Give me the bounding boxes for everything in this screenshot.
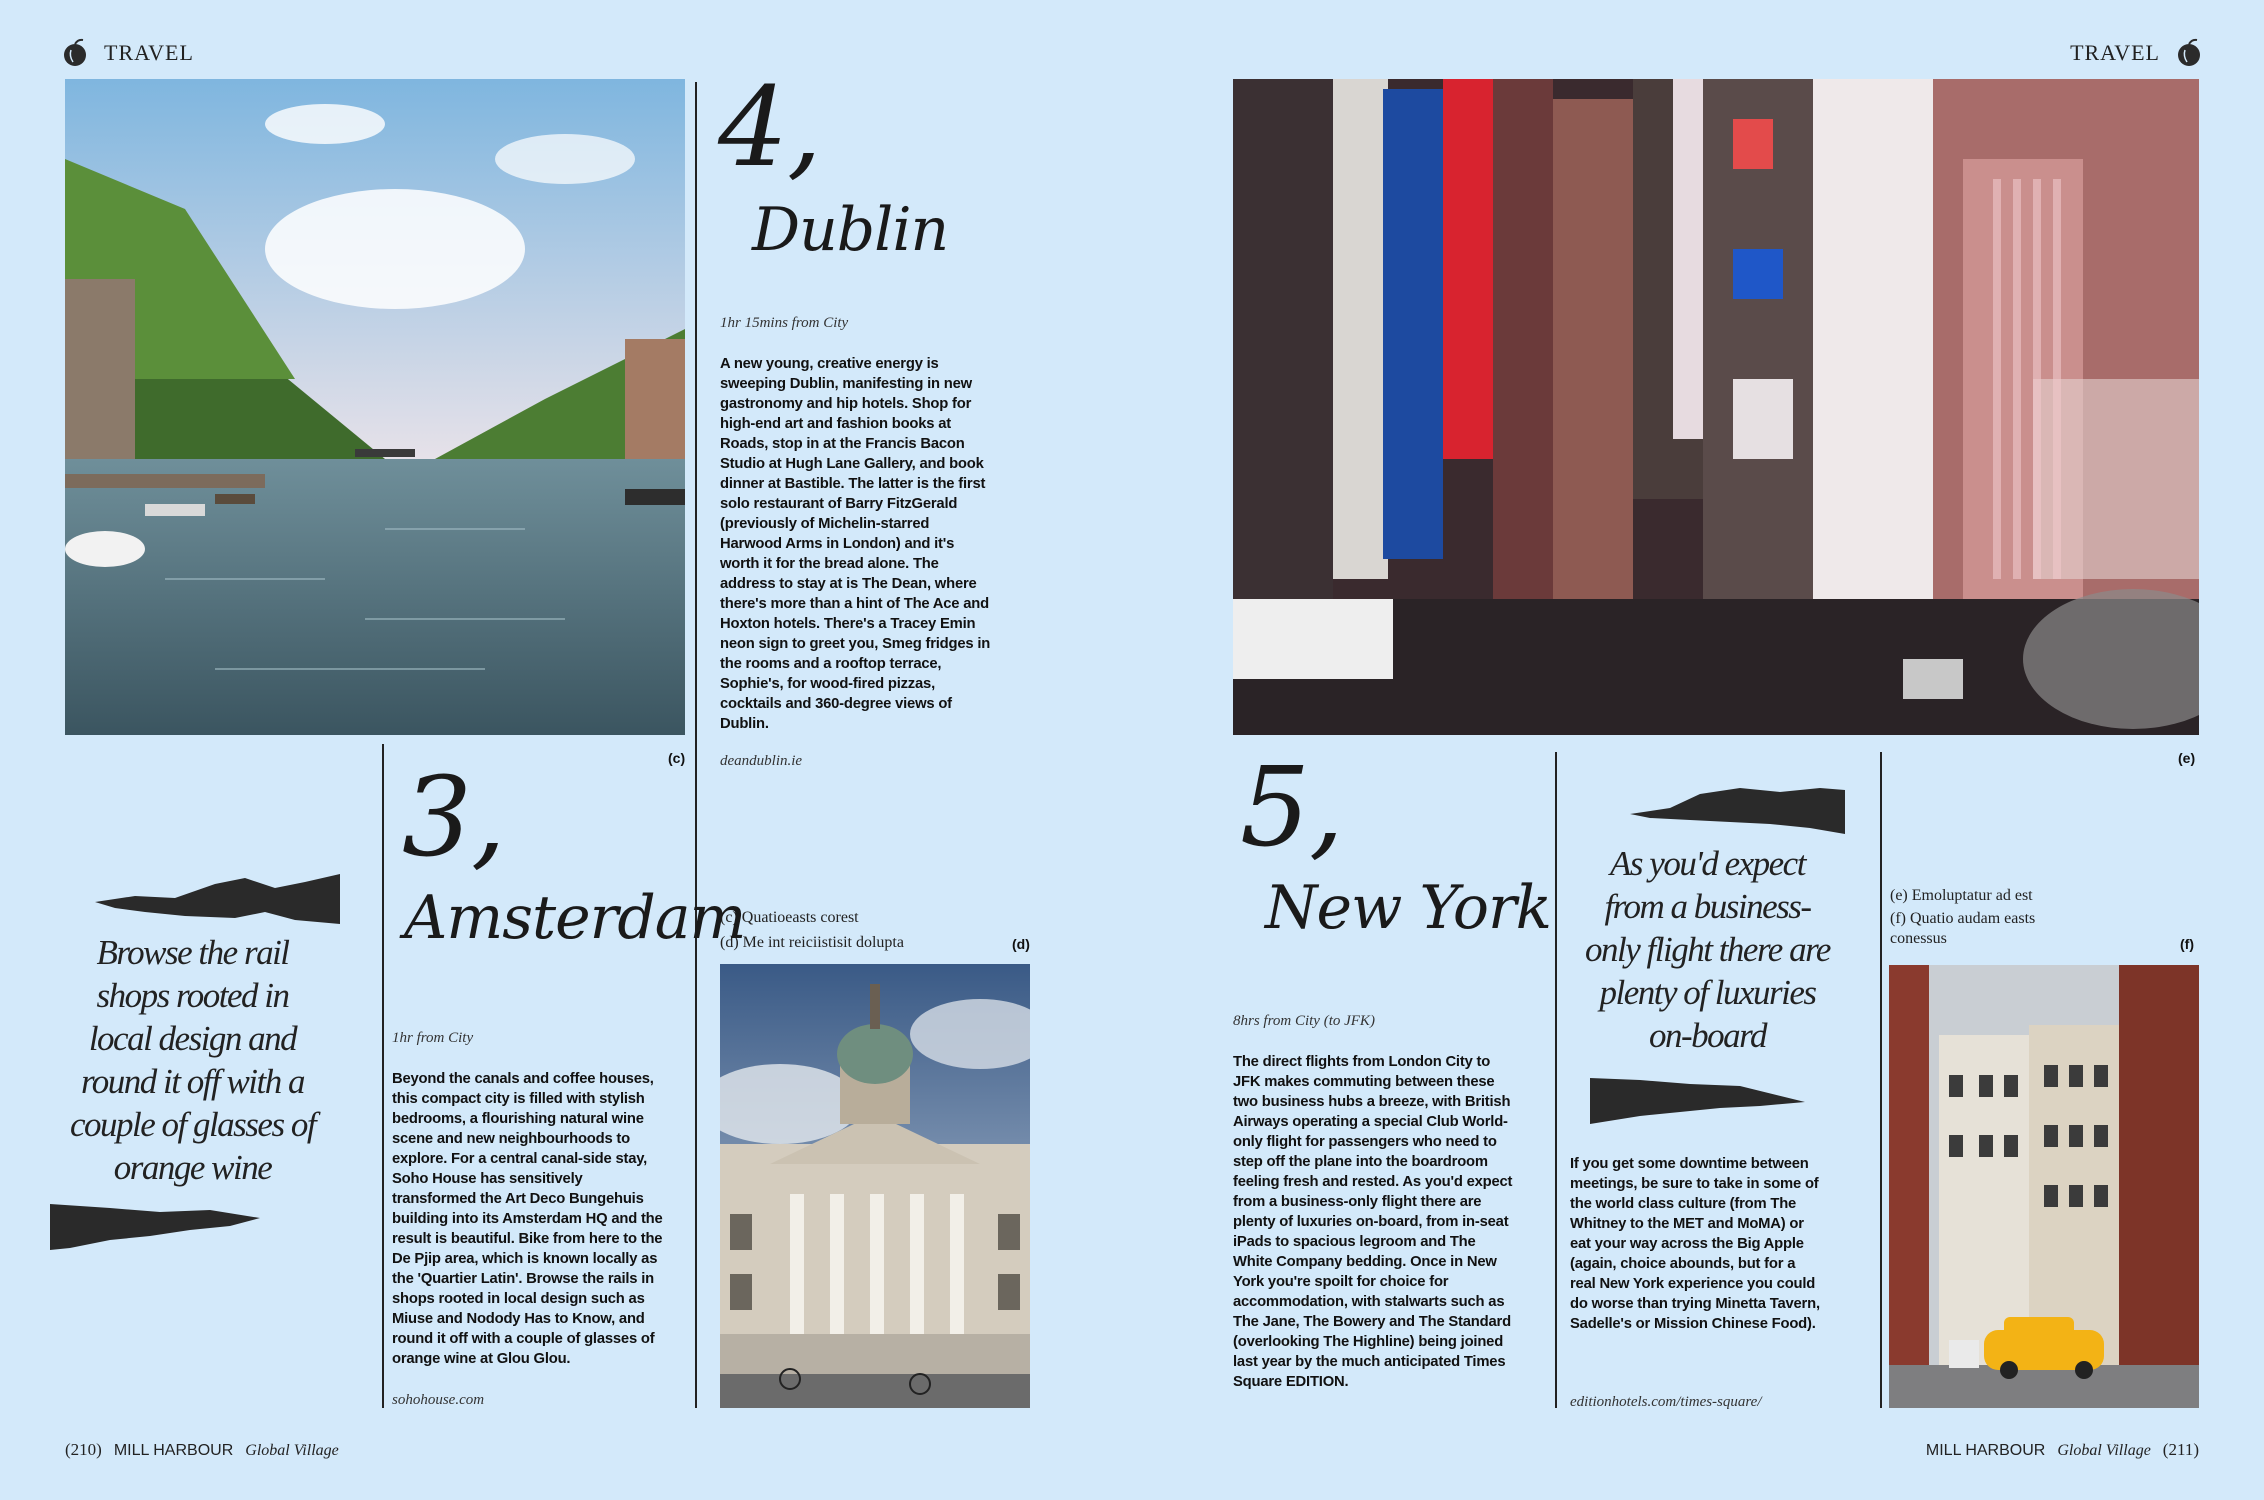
dublin-travel-time: 1hr 15mins from City (720, 315, 849, 331)
right-header (2070, 38, 2204, 68)
left-footer (65, 1440, 339, 1460)
newyork-body-2: If you get some downtime between meetings, be sure to take in some of the world class culture (from The Whitney to the MET and MoMA) or eat your way across the Big Apple (again, choice abounds, but for a real New York experience you could do worse than trying Minetta Tavern, Sadelle's or Mission Chinese Food). (1570, 1156, 1820, 1332)
dublin-title: Dublin (752, 195, 949, 265)
torn-paper-top (95, 868, 340, 928)
section-label: TRAVEL (104, 40, 194, 65)
torn-paper-bottom (50, 1200, 260, 1252)
column-divider (1880, 752, 1882, 1408)
photo-label-c: (c) (668, 750, 686, 766)
amsterdam-website[interactable]: sohohouse.com (392, 1392, 485, 1408)
newyork-number: 5, (1240, 743, 1343, 871)
dublin-building-photo (720, 964, 1030, 1408)
magazine-brand: MILL HARBOUR (113, 1442, 234, 1459)
amsterdam-number: 3, (402, 753, 505, 881)
magazine-brand: MILL HARBOUR (1925, 1442, 2046, 1459)
newyork-pull-quote: As you'd expect from a business-only flight there are plenty of luxuries on-board (1585, 844, 1830, 1055)
newyork-body: The direct flights from London City to JFK makes commuting between these two business hubs a breeze, with British Airways operating a special Club World-only flight for passengers who need to step off the plane into the boardroom feeling fresh and rested. As you'd expect from a business-only flight there are plenty of luxuries on-board, from in-seat iPads to spacious legroom and The White Company bedding. Once in New York you're spoilt for choice for accommodation, with stalwarts such as The Jane, The Bowery and The Standard (overlooking The Highline) being joined last year by the much anticipated Times Square EDITION. (1233, 1054, 1513, 1390)
amsterdam-travel-time: 1hr from City (392, 1030, 474, 1046)
photo-label-d: (d) (1012, 936, 1030, 952)
apple-logo-icon (60, 38, 90, 68)
newyork-title: New York (1265, 873, 1551, 943)
caption-c: (c) Quatioeasts corest (720, 909, 859, 926)
right-footer (1926, 1440, 2199, 1460)
newyork-website[interactable]: editionhotels.com/times-square/ (1570, 1394, 1762, 1410)
photo-label-e: (e) (2178, 750, 2196, 766)
caption-d: (d) Me int reiciistisit dolupta (720, 934, 904, 951)
column-divider (695, 82, 697, 1408)
apple-logo-icon (2174, 38, 2204, 68)
torn-paper-bottom (1590, 1072, 1805, 1128)
photo-label-f: (f) (2180, 936, 2194, 952)
amsterdam-pull-quote: Browse the rail shops rooted in local design and round it off with a couple of glasses of orange wine (69, 933, 316, 1187)
newyork-travel-time: 8hrs from City (to JFK) (1233, 1013, 1375, 1029)
magazine-section: Global Village (2057, 1442, 2151, 1459)
dublin-website[interactable]: deandublin.ie (720, 753, 803, 769)
column-divider (1555, 752, 1557, 1408)
caption-f: (f) Quatio audam easts conessus (1890, 910, 2036, 947)
magazine-section: Global Village (245, 1442, 339, 1459)
left-header (60, 38, 194, 68)
caption-e: (e) Emoluptatur ad est (1890, 887, 2033, 904)
page-number: (210) (65, 1440, 102, 1459)
amsterdam-canal-photo (65, 79, 685, 735)
amsterdam-title: Amsterdam (404, 883, 746, 953)
times-square-photo (1233, 79, 2199, 735)
amsterdam-body: Beyond the canals and coffee houses, this compact city is filled with stylish bedrooms, a flourishing natural wine scene and new neighbourhoods to explore. For a central canal-side stay, Soho House has sensitively transformed the Art Deco Bungehuis building into its Amsterdam HQ and the result is beautiful. Bike from here to the De Pjip area, which is known locally as the 'Quartier Latin'. Browse the rails in shops rooted in local design such as Miuse and Nodody Has to Know, and round it off with a couple of glasses of orange wine at Glou Glou. (392, 1071, 663, 1367)
column-divider (382, 744, 384, 1408)
newyork-street-photo (1889, 965, 2199, 1408)
torn-paper-top (1630, 784, 1845, 840)
section-label: TRAVEL (2070, 40, 2160, 65)
dublin-number: 4, (718, 63, 821, 191)
dublin-body: A new young, creative energy is sweeping Dublin, manifesting in new gastronomy and hip hotels. Shop for high-end art and fashion books at Roads, stop in at the Francis Bacon Studio at Hugh Lane Gallery, and book dinner at Bastible. The latter is the first solo restaurant of Barry FitzGerald (previously of Michelin-starred Harwood Arms in London) and it's worth it for the bread alone. The address to stay at is The Dean, where there's more than a hint of The Ace and Hoxton hotels. There's a Tracey Emin neon sign to greet you, Smeg fridges in the rooms and a rooftop terrace, Sophie's, for wood-fired pizzas, cocktails and 360-degree views of Dublin. (720, 356, 991, 732)
page-number: (211) (2162, 1440, 2199, 1459)
